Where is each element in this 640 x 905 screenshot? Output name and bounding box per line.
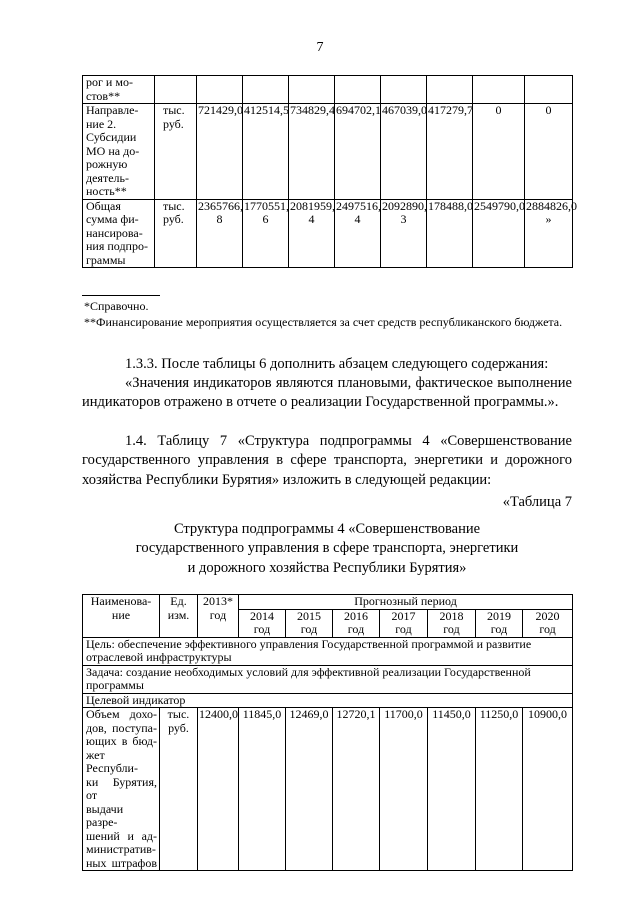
- value-cell: [197, 76, 243, 104]
- value-cell: [525, 76, 573, 104]
- indicator-value: 10900,0: [523, 708, 573, 871]
- indicator-value: 11250,0: [476, 708, 523, 871]
- indicator-value: 11450,0: [428, 708, 476, 871]
- value-cell: 2365766, 8: [197, 199, 243, 268]
- table-7-title: Структура подпрограммы 4 «Совершенствование государственного управления в сфере транспорта, энергетики и дорожного хозяйства Республики Бурятия»: [135, 521, 519, 576]
- header-base-year: 2013* год: [198, 595, 239, 638]
- value-cell: [243, 76, 289, 104]
- indicator-value: 12400,0: [198, 708, 239, 871]
- header-year: 2018 год: [428, 609, 476, 637]
- value-cell: 2081959, 4: [289, 199, 335, 268]
- table-7-label: «Таблица 7: [502, 494, 572, 510]
- value-cell: 2092890, 3: [381, 199, 427, 268]
- indicator-value: 12720,1: [333, 708, 380, 871]
- goal-row: Цель: обеспечение эффективного управления Государственной программой и развитие отраслевой инфраструктуры: [83, 637, 573, 665]
- header-year: 2016 год: [333, 609, 380, 637]
- paragraph-1-3-3: 1.3.3. После таблицы 6 дополнить абзацем следующего содержания:: [125, 356, 549, 372]
- table-row: [83, 76, 573, 104]
- row-name: Общая сумма фи- нансирова- ния подпро- граммы: [83, 199, 155, 268]
- value-cell: [289, 76, 335, 104]
- value-cell: 721429,0: [197, 104, 243, 200]
- table-row: [83, 104, 573, 200]
- table-6-continuation: [82, 75, 577, 268]
- task-row: Задача: создание необходимых условий для эффективной реализации Государственной программы: [83, 665, 573, 693]
- row-unit: [155, 76, 197, 104]
- value-cell: 694702,1: [335, 104, 381, 200]
- header-unit: Ед. изм.: [160, 595, 198, 638]
- value-cell: [335, 76, 381, 104]
- value-cell: [427, 76, 473, 104]
- footnote-2: **Финансирование мероприятия осуществляется за счет средств республиканского бюджета.: [84, 315, 563, 329]
- table-7: [82, 594, 573, 871]
- paragraph-1-4: 1.4. Таблицу 7 «Структура подпрограммы 4 «Совершенствование государственного управления в сфере транспорта, энергетики и дорожного хозяйства Республики Бурятия» изложить в следующей редакции:: [82, 433, 572, 488]
- value-cell: 0: [525, 104, 573, 200]
- row-name: рог и мо- стов**: [83, 76, 155, 104]
- value-cell: [473, 76, 525, 104]
- header-name: Наименова- ние: [83, 595, 160, 638]
- row-unit: тыс. руб.: [155, 104, 197, 200]
- value-cell: 467039,0: [381, 104, 427, 200]
- indicator-value: 11845,0: [239, 708, 286, 871]
- value-cell: 1770551, 6: [243, 199, 289, 268]
- value-cell: 412514,5: [243, 104, 289, 200]
- header-forecast: Прогнозный период: [239, 595, 573, 610]
- row-name: Направле- ние 2. Субсидии МО на до- рожную деятель- ность**: [83, 104, 155, 200]
- value-cell: 734829,4: [289, 104, 335, 200]
- footnote-1: *Справочно.: [84, 299, 149, 313]
- value-cell: 2497516, 4: [335, 199, 381, 268]
- header-year: 2015 год: [286, 609, 333, 637]
- paragraph-quote: «Значения индикаторов являются плановыми, фактическое выполнение индикаторов отражено в отчете о реализации Государственной программы.».: [82, 375, 572, 411]
- value-cell: 2884826,0 »: [525, 199, 573, 268]
- value-cell: 178488,0: [427, 199, 473, 268]
- header-year: 2017 год: [380, 609, 428, 637]
- footnote-separator: [82, 295, 160, 296]
- indicator-value: 11700,0: [380, 708, 428, 871]
- row-unit: тыс. руб.: [155, 199, 197, 268]
- page-number: 7: [316, 40, 324, 55]
- header-year: 2020 год: [523, 609, 573, 637]
- indicator-value: 12469,0: [286, 708, 333, 871]
- indicator-heading: Целевой индикатор: [83, 693, 573, 708]
- value-cell: 417279,7: [427, 104, 473, 200]
- indicator-unit: тыс. руб.: [160, 708, 198, 871]
- value-cell: 0: [473, 104, 525, 200]
- header-year: 2014 год: [239, 609, 286, 637]
- value-cell: [381, 76, 427, 104]
- indicator-name: Объем дохо- дов, поступа- ющих в бюд- жет Республи- ки Бурятия, от выдачи разре- шений и ад- министратив- ных штрафов: [83, 708, 160, 871]
- table-row: [83, 199, 573, 268]
- header-year: 2019 год: [476, 609, 523, 637]
- value-cell: 2549790,0: [473, 199, 525, 268]
